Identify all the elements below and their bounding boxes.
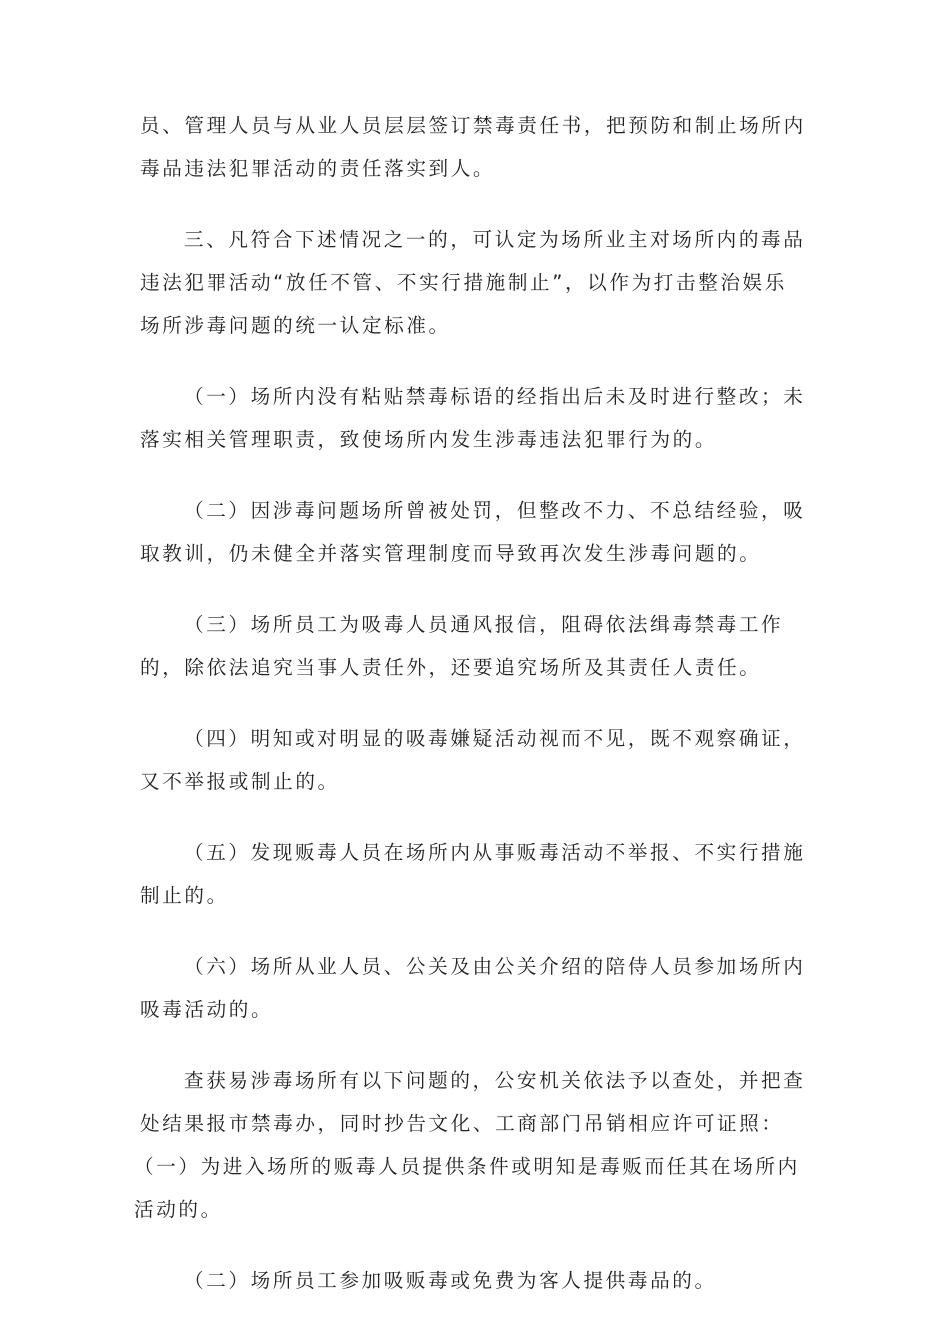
- paragraph-seizure-penalties: [140, 1059, 806, 1145]
- text-line: 查获易涉毒场所有以下问题的，公安机关依法予以查处，并把查: [184, 1069, 806, 1092]
- text-line: （六）场所从业人员、公关及由公关介绍的陪侍人员参加场所内: [184, 955, 806, 978]
- paragraph-item-5: [140, 831, 806, 917]
- text-line: （二）场所员工参加吸贩毒或免费为客人提供毒品的。: [184, 1269, 717, 1292]
- document-body: [134, 104, 806, 1330]
- text-line: 取教训，仍未健全并落实管理制度而导致再次发生涉毒问题的。: [140, 542, 762, 565]
- text-line: 毒品违法犯罪活动的责任落实到人。: [140, 157, 496, 180]
- paragraph-item-3: [140, 603, 800, 689]
- text-line: 吸毒活动的。: [140, 998, 274, 1021]
- text-line: 制止的。: [140, 884, 229, 907]
- text-line: 活动的。: [134, 1198, 223, 1221]
- text-line: （四）明知或对明显的吸毒嫌疑活动视而不见，既不观察确证，: [184, 727, 806, 750]
- text-line: （五）发现贩毒人员在场所内从事贩毒活动不举报、不实行措施: [184, 841, 806, 864]
- text-line: 落实相关管理职责，致使场所内发生涉毒违法犯罪行为的。: [140, 428, 718, 451]
- text-line: （一）场所内没有粘贴禁毒标语的经指出后未及时进行整改；未: [184, 385, 806, 408]
- paragraph-penalty-item-2: [140, 1259, 800, 1302]
- text-line: （一）为进入场所的贩毒人员提供条件或明知是毒贩而任其在场所内: [134, 1155, 800, 1178]
- paragraph-item-2: [140, 489, 806, 575]
- text-line: 处结果报市禁毒办，同时抄告文化、工商部门吊销相应许可证照：: [140, 1112, 784, 1135]
- text-line: 的，除依法追究当事人责任外，还要追究场所及其责任人责任。: [140, 656, 762, 679]
- text-line: 违法犯罪活动“放任不管、不实行措施制止”，以作为打击整治娱乐: [140, 271, 787, 294]
- text-line: （三）场所员工为吸毒人员通风报信，阻碍依法缉毒禁毒工作: [184, 613, 784, 636]
- text-line: 三、凡符合下述情况之一的，可认定为场所业主对场所内的毒品: [184, 228, 806, 251]
- text-line: 场所涉毒问题的统一认定标准。: [140, 314, 451, 337]
- paragraph-item-4: [140, 717, 806, 803]
- paragraph-penalty-item-1: [134, 1145, 800, 1231]
- text-line: （二）因涉毒问题场所曾被处罚，但整改不力、不总结经验，吸: [184, 499, 806, 522]
- text-line: 员、管理人员与从业人员层层签订禁毒责任书，把预防和制止场所内: [140, 114, 806, 137]
- text-line: 又不举报或制止的。: [140, 770, 340, 793]
- paragraph-responsibility-continued: [140, 104, 806, 190]
- paragraph-item-6: [140, 945, 806, 1031]
- paragraph-item-1: [140, 375, 806, 461]
- paragraph-section-three: [140, 218, 806, 347]
